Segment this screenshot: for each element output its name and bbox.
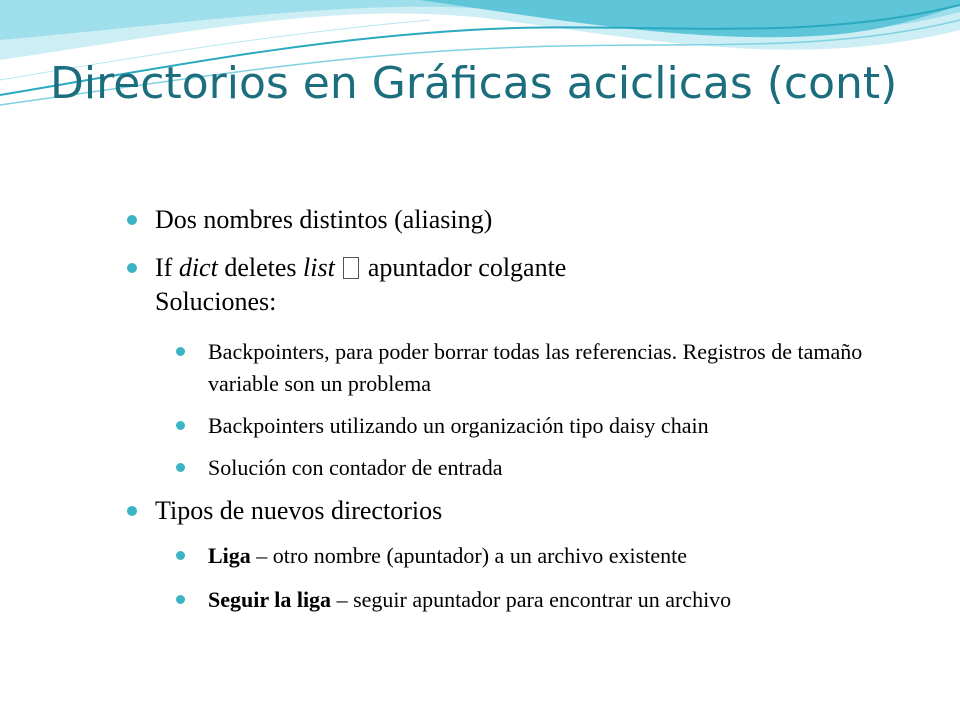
bullet-text-if: If <box>155 253 179 282</box>
bullet-dot-icon <box>127 263 137 273</box>
bullet-new-directory-types <box>155 494 915 528</box>
sub-bullet-text: Backpointers, para poder borrar todas las referencias. Registros de tamaño variable son un problema <box>208 339 863 396</box>
sub-bullet-dot-icon <box>176 595 185 604</box>
bullet-text-deletes: deletes <box>217 253 304 282</box>
bullet-text-list: list <box>303 253 335 282</box>
sub-bullet-dot-icon <box>176 421 185 430</box>
sub-bullet-backpointers <box>208 336 923 400</box>
bullet-text-solutions: Soluciones: <box>155 287 277 316</box>
slide-title: Directorios en Gráficas aciclicas (cont) <box>50 58 898 109</box>
bullet-text-rest: apuntador colgante <box>361 253 567 282</box>
bullet-aliasing <box>155 203 915 237</box>
sub-bullet-text: Solución con contador de entrada <box>208 455 503 480</box>
sub-bullet-dot-icon <box>176 463 185 472</box>
bullet-text: Dos nombres distintos (aliasing) <box>155 205 493 234</box>
bullet-text: Tipos de nuevos directorios <box>155 496 443 525</box>
bullet-dot-icon <box>127 506 137 516</box>
missing-glyph-icon <box>343 257 359 279</box>
bullet-dot-icon <box>127 215 137 225</box>
bullet-text-dict: dict <box>178 253 218 282</box>
sub-bullet-text: – otro nombre (apuntador) a un archivo existente <box>250 543 687 568</box>
sub-bullet-entry-counter <box>208 452 923 484</box>
sub-bullet-dot-icon <box>176 551 185 560</box>
sub-bullet-dot-icon <box>176 347 185 356</box>
sub-bullet-follow-link <box>208 584 908 616</box>
sub-bullet-term: Liga <box>208 543 251 568</box>
sub-bullet-text: – seguir apuntador para encontrar un archivo <box>331 587 732 612</box>
sub-bullet-text: Backpointers utilizando un organización tipo daisy chain <box>208 413 709 438</box>
sub-bullet-link <box>208 540 923 572</box>
sub-bullet-daisy-chain <box>208 410 923 442</box>
bullet-dangling-pointer <box>155 251 915 319</box>
sub-bullet-term: Seguir la liga <box>208 587 332 612</box>
